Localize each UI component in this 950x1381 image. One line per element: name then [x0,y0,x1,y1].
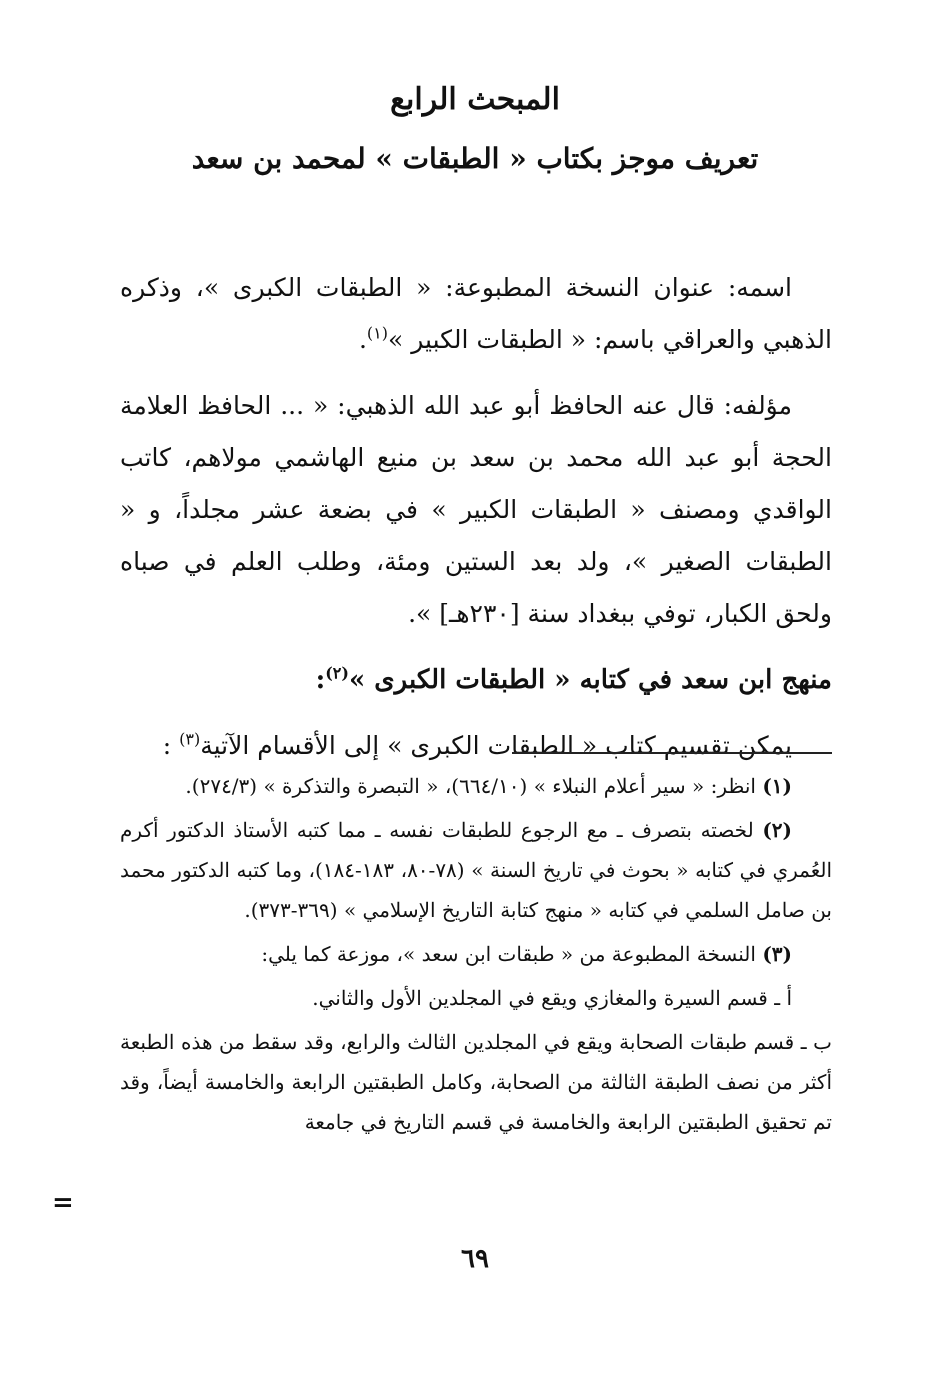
division-paragraph-end: : [162,731,180,760]
footnote-separator [512,752,832,754]
method-heading [120,654,832,706]
name-paragraph-end: . [358,325,367,354]
footnote-3 [120,934,832,974]
footnote-2-number: (٢) [762,818,792,842]
footnote-ref-3: (٣) [179,729,201,749]
footnote-1-number: (١) [762,774,792,798]
name-paragraph-text: اسمه: عنوان النسخة المطبوعة: « الطبقات الكبرى »، وذكره الذهبي والعراقي باسم: « الطبقات الكبير » [120,273,832,354]
footnote-ref-2: (٢) [325,663,349,683]
name-paragraph [120,262,832,366]
division-paragraph [120,720,832,772]
footnotes [120,766,832,1146]
footnote-3-item-a: أ ـ قسم السيرة والمغازي ويقع في المجلدين الأول والثاني. [312,986,792,1010]
method-heading-text: منهج ابن سعد في كتابه « الطبقات الكبرى » [348,665,832,695]
book-title: تعريف موجز بكتاب « الطبقات » لمحمد بن سعد [191,142,759,175]
page-number: ٦٩ [461,1244,489,1274]
footnote-2-text: لخصته بتصرف ـ مع الرجوع للطبقات نفسه ـ مما كتبه الأستاذ الدكتور أكرم العُمري في كتابه « بحوث في تاريخ السنة » (٧٨-٨٠، ١٨٣-١٨٤)، وما كتبه الدكتور محمد بن صامل السلمي في كتابه « منهج كتابة التاريخ الإسلامي » (٣٦٩-٣٧٣). [120,818,833,922]
footnote-3-item-b: ب ـ قسم طبقات الصحابة ويقع في المجلدين الثالث والرابع، وقد سقط من هذه الطبعة أكثر من نصف الطبقة الثالثة من الصحابة، وكامل الطبقتين الرابعة والخامسة أيضاً، وقد تم تحقيق الطبقتين الرابعة والخامسة في قسم التاريخ في جامعة [120,1030,832,1134]
continuation-mark: = [52,1188,74,1218]
footnote-3-number: (٣) [762,942,792,966]
method-heading-end: : [315,665,326,695]
author-paragraph: مؤلفه: قال عنه الحافظ أبو عبد الله الذهبي: « ... الحافظ العلامة الحجة أبو عبد الله محمد بن سعد بن منيع الهاشمي مولاهم، كاتب الواقدي ومصنف « الطبقات الكبير » في بضعة عشر مجلداً، و « الطبقات الصغير »، ولد بعد الستين ومئة، وطلب العلم في صباه ولحق الكبار، توفي ببغداد سنة [٢٣٠هـ] ». [120,391,832,628]
footnote-ref-1: (١) [366,323,388,343]
division-paragraph-text: يمكن تقسيم كتاب « الطبقات الكبرى » إلى الأقسام الآتية [200,731,792,760]
footnote-2 [120,810,832,930]
footnote-1 [120,766,832,806]
body-text [120,262,832,786]
section-title: المبحث الرابع [390,82,560,117]
footnote-1-text: انظر: « سير أعلام النبلاء » (٦٦٤/١٠)، « التبصرة والتذكرة » (٢٧٤/٣). [185,774,763,798]
footnote-3-text: النسخة المطبوعة من « طبقات ابن سعد »، موزعة كما يلي: [261,942,763,966]
